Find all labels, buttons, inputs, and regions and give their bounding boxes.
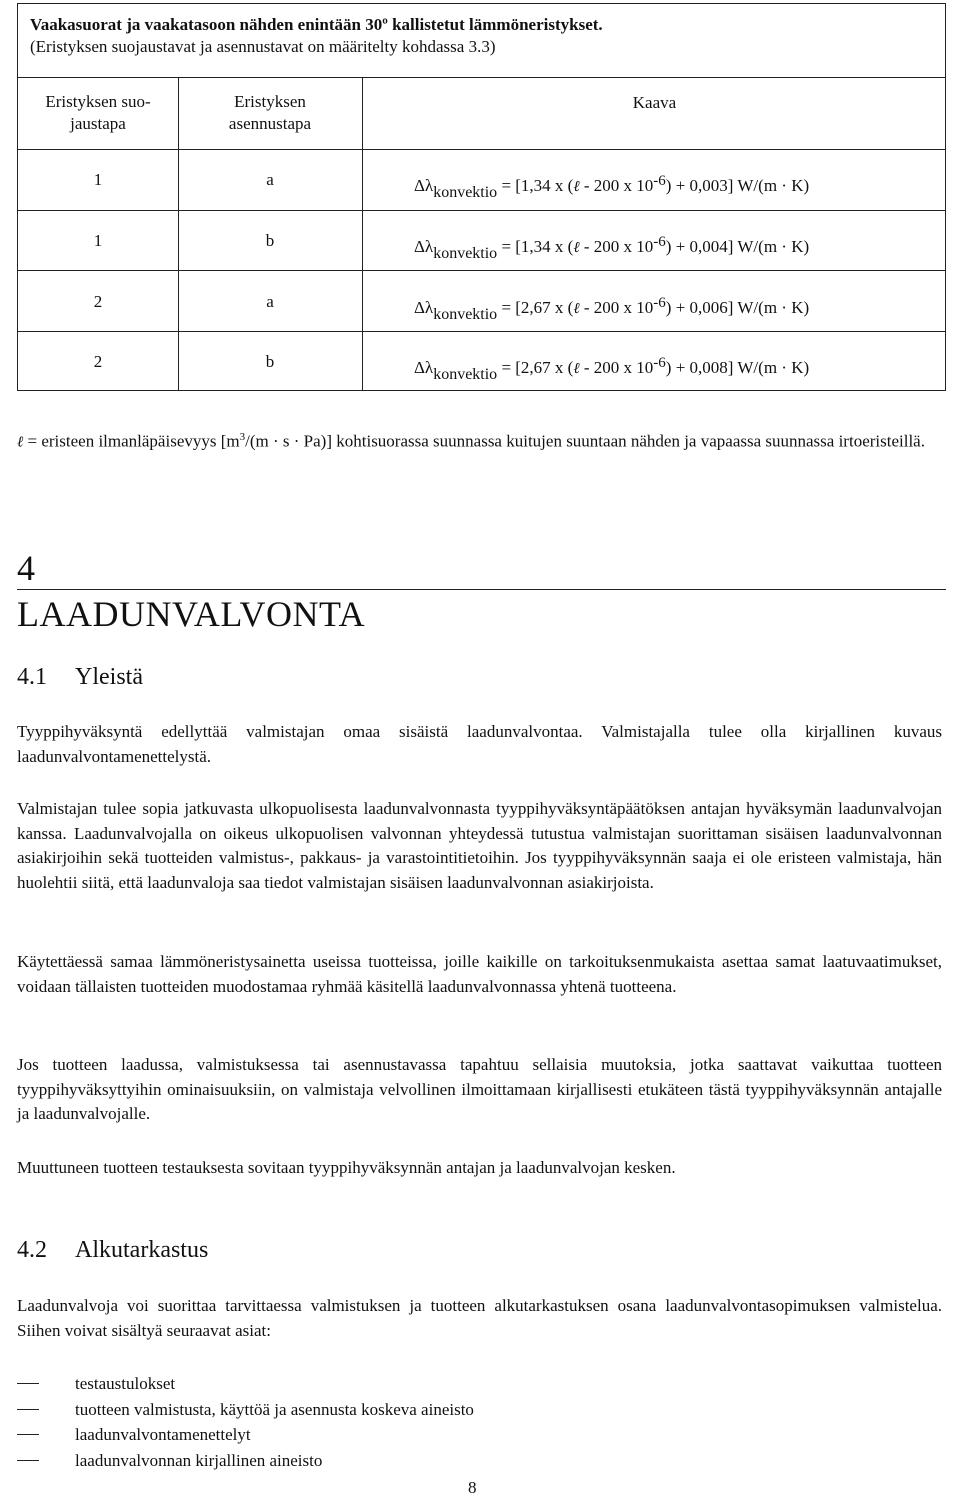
- dash-bullet: [17, 1460, 39, 1461]
- list-item: testaustulokset: [17, 1371, 474, 1397]
- cell-formula: Δλkonvektio = [2,67 x (ℓ - 200 x 10-6) + 0,006] W/(m · K): [414, 295, 810, 323]
- cell-suojaustapa: 1: [93, 170, 103, 189]
- paragraph: Jos tuotteen laadussa, valmistuksessa tai asennustavassa tapahtuu sellaisia muutoksia, jotka saattavat vaikuttaa tuotteen tyyppihyväksyttyihin ominaisuuksiin, on valmistaja velvollinen ilmoittamaan kirjallisesti etukäteen tästä tyyppihyväksynnän antajalle ja laadunvalvojalle.: [17, 1055, 942, 1124]
- table-caption-line2: (Eristyksen suojaustavat ja asennustavat on määritelty kohdassa 3.3): [30, 37, 496, 56]
- table-divider: [18, 149, 945, 150]
- header-kaava: Kaava: [632, 93, 677, 112]
- dash-bullet: [17, 1383, 39, 1384]
- table-column-divider: [362, 77, 363, 390]
- paragraph: Käytettäessä samaa lämmöneristysainetta useissa tuotteissa, joille kaikille on tarkoituksenmukaista asettaa samat laatuvaatimukset, voidaan tällaisten tuotteiden muodostamaa ryhmää käsitellä laadunvalvonnassa yhtenä tuotteena.: [17, 952, 942, 996]
- paragraph: Laadunvalvoja voi suorittaa tarvittaessa valmistuksen ja tuotteen alkutarkastuksen osana laadunvalvontasopimuksen valmistelua. Siihen voivat sisältyä seuraavat asiat:: [17, 1296, 942, 1340]
- table-caption: [30, 14, 603, 58]
- ell-definition-note: ℓ = eristeen ilmanläpäisevyys $[m^3/(m \cdot s \cdot Pa)]$ kohtisuorassa suunnassa kuitujen suuntaan nähden ja vapaassa suunnassa irtoeristeillä.: [17, 431, 925, 451]
- list-item: laadunvalvontamenettelyt: [17, 1422, 474, 1448]
- header-suojaustapa: Eristyksen suo- jaustapa: [45, 92, 151, 133]
- cell-asennustapa: a: [266, 292, 274, 311]
- table-divider: [18, 331, 945, 332]
- chapter-rule: [17, 589, 946, 590]
- cell-formula: Δλkonvektio = [1,34 x (ℓ - 200 x 10-6) + 0,004] W/(m · K): [414, 234, 810, 262]
- table-divider: [18, 270, 945, 271]
- cell-formula: Δλkonvektio = [1,34 x (ℓ - 200 x 10-6) + 0,003] W/(m · K): [414, 173, 810, 201]
- section-heading-4-1: [17, 662, 143, 692]
- table-divider: [18, 210, 945, 211]
- insulation-formula-table: [17, 3, 946, 391]
- page-number: 8: [468, 1478, 477, 1497]
- cell-asennustapa: a: [266, 170, 274, 189]
- table-caption-line1: Vaakasuorat ja vaakatasoon nähden enintään 30º kallistetut lämmöneristykset.: [30, 15, 603, 34]
- section-title: Yleistä: [75, 664, 143, 690]
- inspection-items-list: [17, 1371, 474, 1473]
- cell-suojaustapa: 2: [93, 352, 103, 371]
- header-asennustapa: Eristyksen asennustapa: [228, 92, 312, 133]
- chapter-title: LAADUNVALVONTA: [17, 594, 366, 634]
- paragraph: Muuttuneen tuotteen testauksesta sovitaan tyyppihyväksynnän antajan ja laadunvalvojan kesken.: [17, 1158, 676, 1177]
- section-heading-4-2: [17, 1235, 208, 1265]
- cell-asennustapa: b: [265, 352, 275, 371]
- section-number: 4.1: [17, 664, 47, 690]
- cell-asennustapa: b: [265, 231, 275, 250]
- paragraph: Tyyppihyväksyntä edellyttää valmistajan omaa sisäistä laadunvalvontaa. Valmistajalla tulee olla kirjallinen kuvaus laadunvalvontamenettelystä.: [17, 722, 942, 766]
- section-title: Alkutarkastus: [75, 1237, 209, 1263]
- table-divider: [18, 77, 945, 78]
- cell-formula: Δλkonvektio = [2,67 x (ℓ - 200 x 10-6) + 0,008] W/(m · K): [414, 355, 810, 383]
- cell-suojaustapa: 2: [93, 292, 103, 311]
- list-item: laadunvalvonnan kirjallinen aineisto: [17, 1448, 474, 1474]
- cell-suojaustapa: 1: [93, 231, 103, 250]
- paragraph: Valmistajan tulee sopia jatkuvasta ulkopuolisesta laadunvalvonnasta tyyppihyväksyntäpäätöksen antajan hyväksymän laadunvalvojan kanssa. Laadunvalvojalla on oikeus ulkopuolisen valvonnan yhteydessä tutustua valmistajan suorittaman sisäisen laadunvalvonnan asiakirjoihin sekä tuotteiden valmistus-, pakkaus- ja varastointitietoihin. Jos tyyppihyväksynnän saaja ei ole eristeen valmistaja, hän huolehtii siitä, että laadunvaloja saa tiedot valmistajan sisäisen laadunvalvonnan asiakirjoista.: [17, 799, 942, 892]
- section-number: 4.2: [17, 1237, 47, 1263]
- dash-bullet: [17, 1409, 39, 1410]
- list-item: tuotteen valmistusta, käyttöä ja asennusta koskeva aineisto: [17, 1397, 474, 1423]
- dash-bullet: [17, 1434, 39, 1435]
- chapter-number: 4: [17, 548, 35, 588]
